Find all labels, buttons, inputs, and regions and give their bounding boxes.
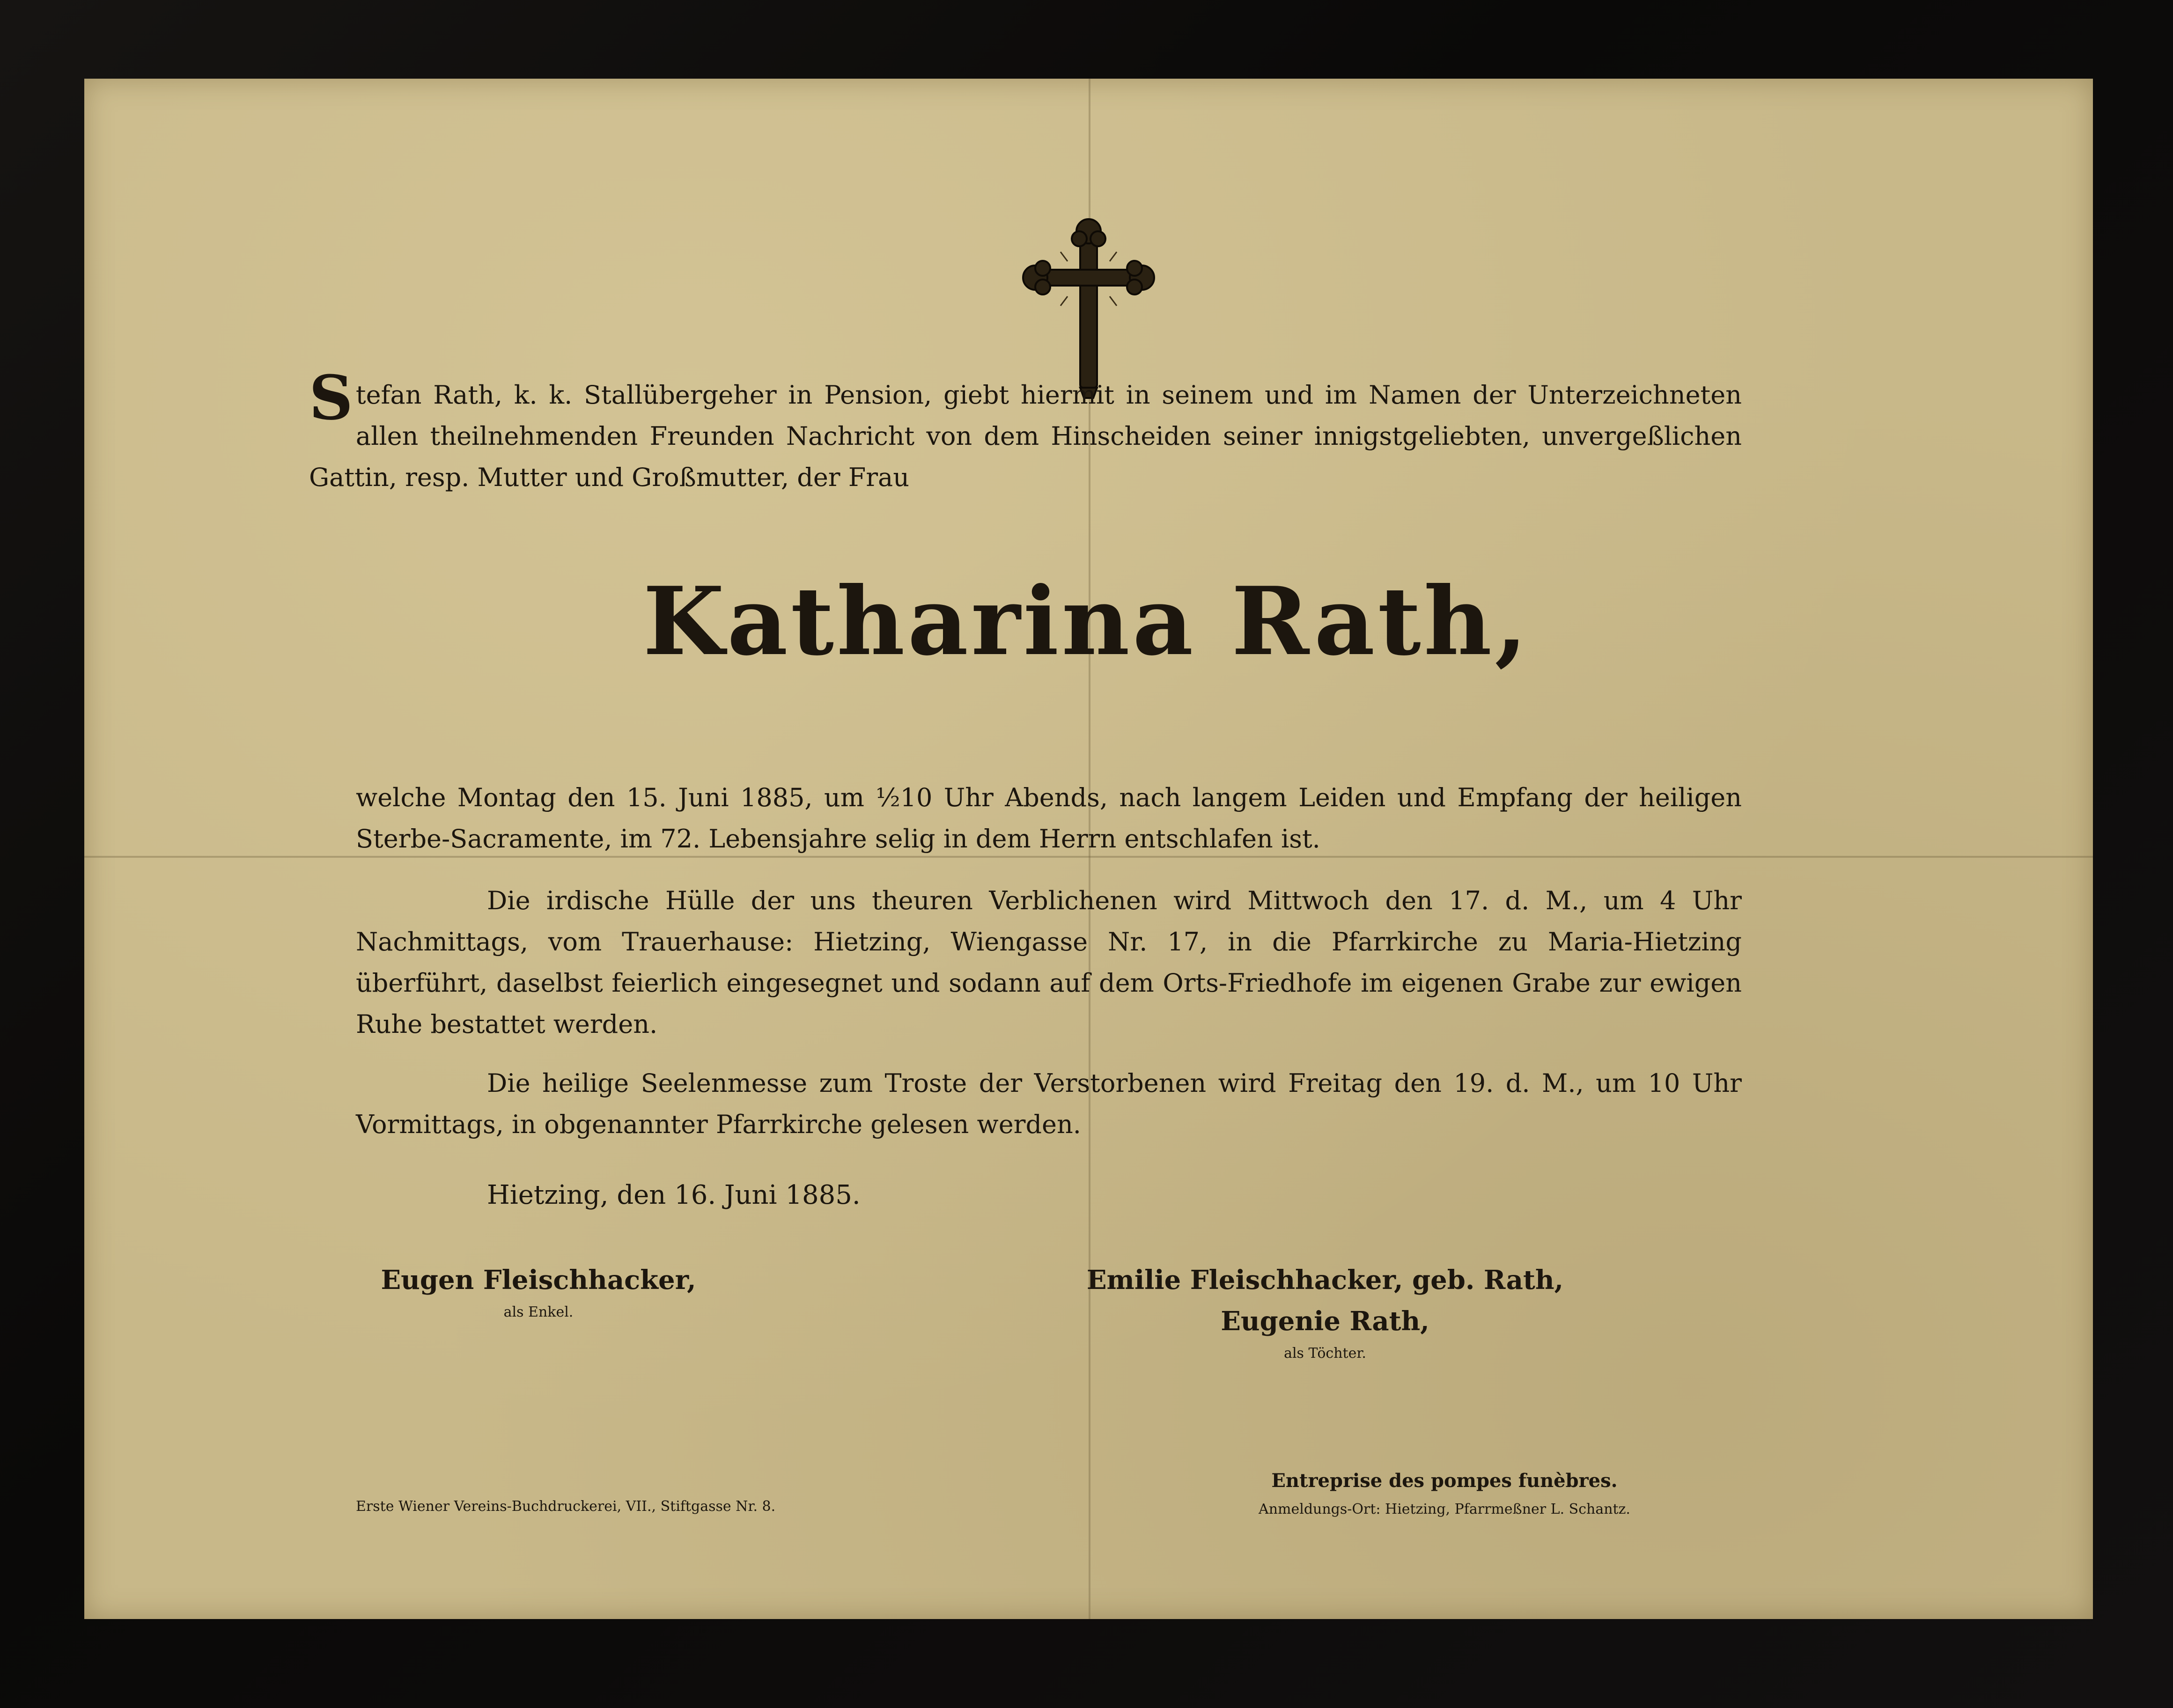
dateline: Hietzing, den 16. Juni 1885.	[487, 1180, 861, 1210]
funeral-enterprise	[1156, 1465, 1732, 1523]
signature-right	[1044, 1259, 1606, 1365]
mass-paragraph: Die heilige Seelenmesse zum Troste der Verstorbenen wird Freitag den 19. d. M., um 10 Uhr Vormittags, in obgenannter Pfarrkirche gelesen werden.	[356, 1068, 1742, 1139]
intro-text: tefan Rath, k. k. Stallübergeher in Pension, giebt hiermit in seinem und im Namen der Unterzeichneten allen theilnehmenden Freunden Nachricht von dem Hinscheiden seiner innigstgeliebten, unvergeßlichen Gattin, resp. Mutter und Großmutter, der Frau	[309, 380, 1742, 492]
intro-paragraph	[309, 362, 1742, 498]
cross-icon	[1018, 214, 1159, 402]
signature-right-name-2: Eugenie Rath,	[1221, 1306, 1429, 1337]
printer-credit: Erste Wiener Vereins-Buchdruckerei, VII., Stiftgasse Nr. 8.	[356, 1498, 776, 1515]
signature-left	[328, 1259, 749, 1324]
entreprise-address: Anmeldungs-Ort: Hietzing, Pfarrmeßner L. Schantz.	[1259, 1501, 1630, 1517]
drop-cap: S	[309, 362, 353, 434]
signature-left-role: als Enkel.	[503, 1304, 574, 1320]
entreprise-title: Entreprise des pompes funèbres.	[1271, 1470, 1618, 1492]
death-paragraph: welche Montag den 15. Juni 1885, um ½10 Uhr Abends, nach langem Leiden und Empfang der heiligen Sterbe-Sacramente, im 72. Lebensjahre selig in dem Herrn entschlafen ist.	[356, 783, 1742, 854]
signature-right-name-1: Emilie Fleischhacker, geb. Rath,	[1086, 1265, 1564, 1296]
signature-left-name: Eugen Fleischhacker,	[381, 1265, 696, 1296]
funeral-paragraph: Die irdische Hülle der uns theuren Verblichenen wird Mittwoch den 17. d. M., um 4 Uhr Nachmittags, vom Trauerhause: Hietzing, Wiengasse Nr. 17, in die Pfarrkirche zu Maria-Hietzing überführt, daselbst feierlich eingesegnet und sodann auf dem Orts-Friedhofe im eigenen Grabe zur ewigen Ruhe bestattet werden.	[356, 886, 1742, 1039]
deceased-name: Katharina Rath,	[643, 567, 1530, 677]
signature-right-role: als Töchter.	[1284, 1345, 1366, 1362]
